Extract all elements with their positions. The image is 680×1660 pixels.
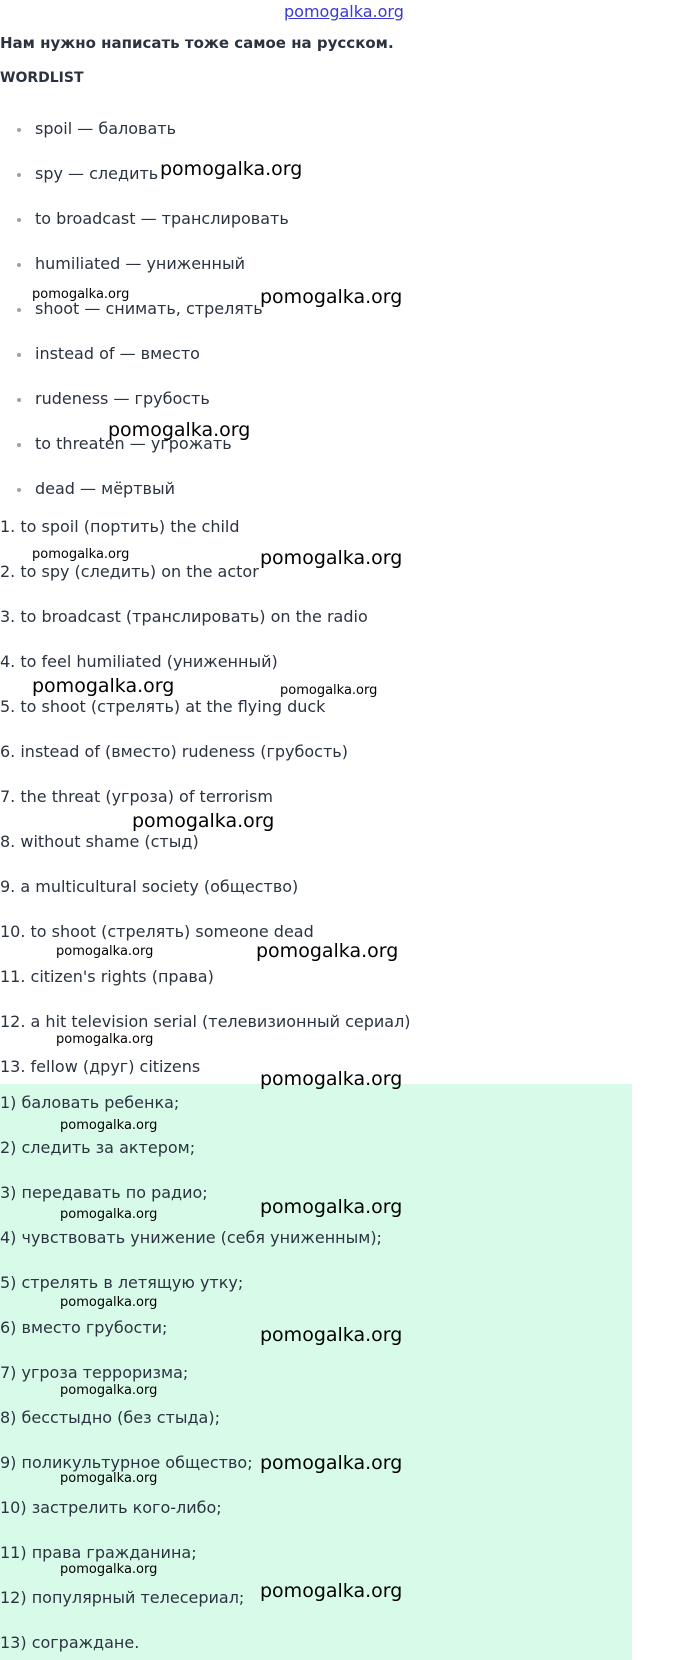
- phrase-item: 9. a multicultural society (общество): [0, 877, 299, 896]
- answer-item: 2) следить за актером;: [0, 1138, 196, 1157]
- watermark: pomogalka.org: [56, 944, 154, 959]
- phrase-item: 2. to spy (следить) on the actor: [0, 562, 259, 581]
- wordlist-item: spy — следить: [0, 163, 400, 185]
- phrase-item: 11. citizen's rights (права): [0, 967, 214, 986]
- answer-item: 5) стрелять в летящую утку;: [0, 1273, 244, 1292]
- wordlist-item: humiliated — униженный: [0, 253, 400, 275]
- watermark: pomogalka.org: [260, 547, 403, 569]
- bullet-icon: [17, 128, 21, 132]
- watermark: pomogalka.org: [280, 683, 378, 698]
- answer-item: 4) чувствовать унижение (себя униженным);: [0, 1228, 382, 1247]
- phrase-item: 8. without shame (стыд): [0, 832, 199, 851]
- answer-item: 7) угроза терроризма;: [0, 1363, 189, 1382]
- wordlist-item: rudeness — грубость: [0, 388, 400, 410]
- watermark: pomogalka.org: [60, 1295, 158, 1310]
- wordlist-title: WORDLIST: [0, 70, 84, 86]
- watermark: pomogalka.org: [132, 810, 275, 832]
- watermark: pomogalka.org: [260, 286, 403, 308]
- phrase-item: 7. the threat (угроза) of terrorism: [0, 787, 273, 806]
- watermark: pomogalka.org: [60, 1118, 158, 1133]
- phrase-item: 5. to shoot (стрелять) at the flying duck: [0, 697, 326, 716]
- answer-item: 10) застрелить кого-либо;: [0, 1498, 222, 1517]
- wordlist-item: shoot — снимать, стрелять: [0, 298, 400, 320]
- wordlist-item: dead — мёртвый: [0, 478, 400, 500]
- watermark: pomogalka.org: [256, 940, 399, 962]
- wordlist-item: to threaten — угрожать: [0, 433, 400, 455]
- phrase-item: 3. to broadcast (транслировать) on the radio: [0, 607, 368, 626]
- watermark: pomogalka.org: [260, 1196, 403, 1218]
- wordlist-item: spoil — баловать: [0, 118, 400, 140]
- watermark: pomogalka.org: [260, 1068, 403, 1090]
- bullet-icon: [17, 218, 21, 222]
- wordlist-item: instead of — вместо: [0, 343, 400, 365]
- answer-item: 6) вместо грубости;: [0, 1318, 168, 1337]
- answer-item: 1) баловать ребенка;: [0, 1093, 180, 1112]
- phrase-item: 12. a hit television serial (телевизионный сериал): [0, 1012, 411, 1031]
- phrase-item: 4. to feel humiliated (униженный): [0, 652, 278, 671]
- watermark: pomogalka.org: [60, 1207, 158, 1222]
- watermark: pomogalka.org: [32, 675, 175, 697]
- answer-item: 8) бесстыдно (без стыда);: [0, 1408, 220, 1427]
- site-link[interactable]: pomogalka.org: [284, 2, 404, 21]
- answer-item: 3) передавать по радио;: [0, 1183, 208, 1202]
- phrase-item: 13. fellow (друг) citizens: [0, 1057, 201, 1076]
- bullet-icon: [17, 173, 21, 177]
- phrase-item: 6. instead of (вместо) rudeness (грубость): [0, 742, 348, 761]
- answer-item: 9) поликультурное общество;: [0, 1453, 253, 1472]
- question-text: Нам нужно написать тоже самое на русском.: [0, 34, 394, 52]
- bullet-icon: [17, 398, 21, 402]
- watermark: pomogalka.org: [260, 1324, 403, 1346]
- watermark: pomogalka.org: [160, 158, 303, 180]
- watermark: pomogalka.org: [60, 1471, 158, 1486]
- bullet-icon: [17, 263, 21, 267]
- watermark: pomogalka.org: [56, 1032, 154, 1047]
- bullet-icon: [17, 308, 21, 312]
- watermark: pomogalka.org: [60, 1383, 158, 1398]
- answer-item: 13) сограждане.: [0, 1633, 140, 1652]
- phrase-item: 10. to shoot (стрелять) someone dead: [0, 922, 314, 941]
- watermark: pomogalka.org: [260, 1452, 403, 1474]
- watermark: pomogalka.org: [260, 1580, 403, 1602]
- watermark: pomogalka.org: [32, 547, 130, 562]
- wordlist-item: to broadcast — транслировать: [0, 208, 400, 230]
- phrase-item: 1. to spoil (портить) the child: [0, 517, 240, 536]
- watermark: pomogalka.org: [108, 419, 251, 441]
- bullet-icon: [17, 488, 21, 492]
- answer-item: 12) популярный телесериал;: [0, 1588, 245, 1607]
- bullet-icon: [17, 353, 21, 357]
- watermark: pomogalka.org: [60, 1562, 158, 1577]
- watermark: pomogalka.org: [32, 287, 130, 302]
- answer-item: 11) права гражданина;: [0, 1543, 197, 1562]
- bullet-icon: [17, 443, 21, 447]
